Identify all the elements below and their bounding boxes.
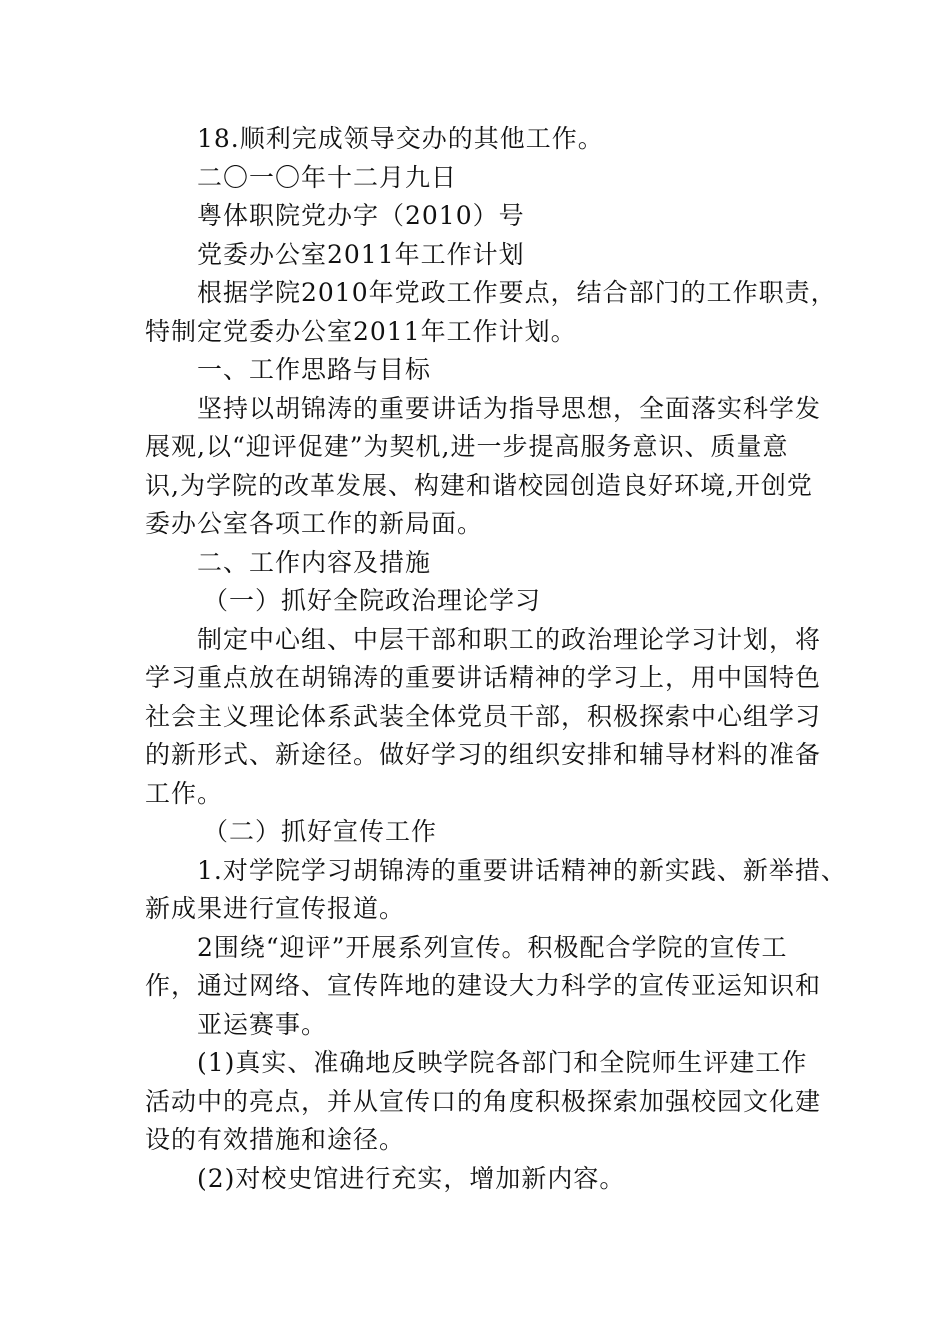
text-line: 学习重点放在胡锦涛的重要讲话精神的学习上，用中国特色 xyxy=(145,663,822,692)
text-line: 特制定党委办公室2011年工作计划。 xyxy=(145,316,577,346)
text-line: 坚持以胡锦涛的重要讲话为指导思想，全面落实科学发 xyxy=(197,393,822,423)
text-line: 2围绕“迎评”开展系列宣传。积极配合学院的宣传工 xyxy=(197,932,788,962)
text-line: 亚运赛事。 xyxy=(197,1009,328,1039)
text-line: (1)真实、准确地反映学院各部门和全院师生评建工作 xyxy=(197,1048,808,1077)
text-line: 根据学院2010年党政工作要点，结合部门的工作职责， xyxy=(197,278,837,307)
text-line: 制定中心组、中层干部和职工的政治理论学习计划，将 xyxy=(197,624,822,654)
text-line: 设的有效措施和途径。 xyxy=(145,1125,406,1154)
text-line: 1.对学院学习胡锦涛的重要讲话精神的新实践、新举措、 xyxy=(197,855,847,885)
subsection-heading: （一）抓好全院政治理论学习 xyxy=(203,586,542,615)
text-line: 新成果进行宣传报道。 xyxy=(145,894,406,923)
section-heading: 二、工作内容及措施 xyxy=(197,547,432,577)
document-body xyxy=(145,120,847,1198)
section-heading: 一、工作思路与目标 xyxy=(197,355,432,384)
text-line: 展观,以“迎评促建”为契机,进一步提高服务意识、质量意 xyxy=(145,432,789,461)
text-line: 作，通过网络、宣传阵地的建设大力科学的宣传亚运知识和 xyxy=(145,971,822,1000)
text-line: 社会主义理论体系武装全体党员干部，积极探索中心组学习 xyxy=(145,701,822,731)
text-line: 二〇一〇年十二月九日 xyxy=(197,162,458,192)
text-line: 工作。 xyxy=(145,778,224,808)
text-line: 委办公室各项工作的新局面。 xyxy=(145,509,484,538)
subsection-heading: （二）抓好宣传工作 xyxy=(203,817,438,846)
text-line: 18.顺利完成领导交办的其他工作。 xyxy=(197,124,604,153)
text-line: 粤体职院党办字（2010）号 xyxy=(197,201,525,230)
text-line: 活动中的亮点，并从宣传口的角度积极探索加强校园文化建 xyxy=(145,1086,822,1116)
text-line: 的新形式、新途径。做好学习的组织安排和辅导材料的准备 xyxy=(145,740,822,769)
text-line: (2)对校史馆进行充实，增加新内容。 xyxy=(197,1163,626,1193)
text-line: 党委办公室2011年工作计划 xyxy=(197,239,525,269)
text-line: 识,为学院的改革发展、构建和谐校园创造良好环境,开创党 xyxy=(145,470,813,500)
